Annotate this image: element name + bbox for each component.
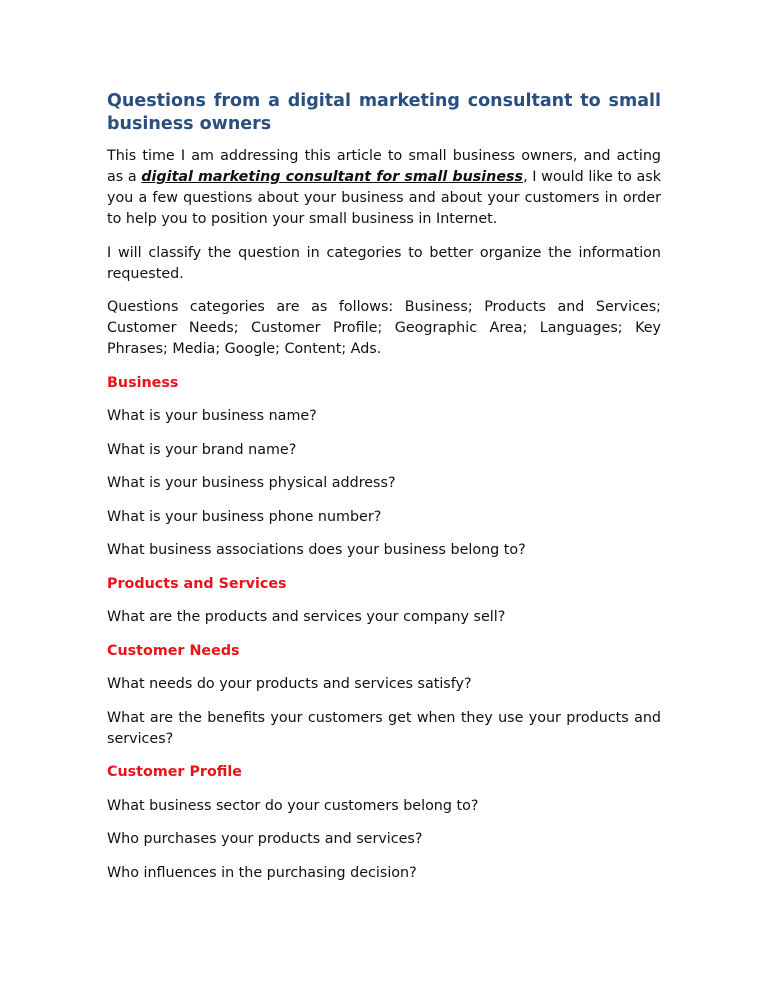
question-item: Who influences in the purchasing decision? xyxy=(107,864,417,881)
question-item: Who purchases your products and services? xyxy=(107,831,423,847)
question-item: What business sector do your customers belong to? xyxy=(107,797,479,814)
intro-text-end: , I would like to ask you a few questions about your business and about your customers in order to help you to position your small business in Internet. xyxy=(107,169,662,227)
question-item: What needs do your products and services satisfy? xyxy=(107,676,472,692)
section-heading: Customer Needs xyxy=(107,642,240,659)
question-item: What is your brand name? xyxy=(107,441,297,458)
document-page xyxy=(107,90,661,896)
section-heading: Customer Profile xyxy=(107,764,243,780)
section-heading: Products and Services xyxy=(107,575,287,592)
section-heading: Business xyxy=(107,374,179,391)
categories-paragraph: Questions categories are as follows: Business; Products and Services; Customer Needs; Customer Profile; Geographic Area; Languages; Key Phrases; Media; Google; Content; Ads. xyxy=(107,299,661,357)
question-item: What are the benefits your customers get when they use your products and services? xyxy=(107,709,661,747)
question-item: What is your business name? xyxy=(107,408,317,424)
question-item: What is your business phone number? xyxy=(107,508,382,525)
question-sections xyxy=(107,373,661,884)
question-item: What is your business physical address? xyxy=(107,475,396,491)
intro-paragraph xyxy=(107,146,661,230)
document-title: Questions from a digital marketing consultant to small business owners xyxy=(107,91,661,134)
question-item: What business associations does your business belong to? xyxy=(107,542,526,558)
intro-text: This time I am addressing this article to small business owners, and acting as a xyxy=(107,148,661,185)
classification-paragraph: I will classify the question in categories to better organize the information requested. xyxy=(107,244,661,282)
consultant-link[interactable]: digital marketing consultant for small business xyxy=(141,169,524,185)
question-item: What are the products and services your company sell? xyxy=(107,609,506,625)
